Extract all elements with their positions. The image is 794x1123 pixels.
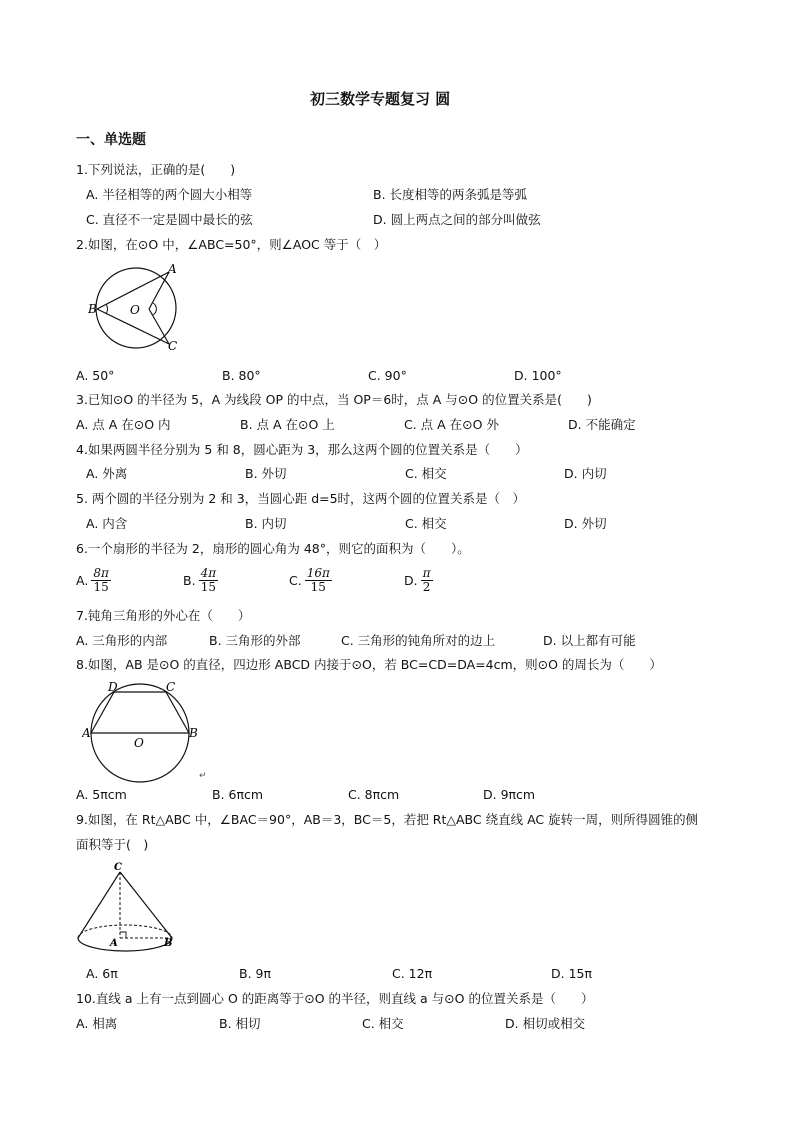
option-c [289,567,332,594]
option-c: C. 90° [368,368,407,383]
angle-o-arc [153,303,156,315]
option-a: A. 5πcm [76,787,127,802]
option-d: D. 以上都有可能 [543,633,636,648]
angle-b-arc [106,304,108,314]
cone-base-back [78,925,172,938]
question-stem: 10.直线 a 上有一点到圆心 O 的距离等于⊙O 的半径，则直线 a 与⊙O 的位置关系是（ ） [76,991,594,1006]
fraction-denominator: 15 [200,580,216,594]
option-d: D. 相切或相交 [505,1016,586,1031]
option-b: B. 内切 [245,516,287,531]
option-c: C. 直径不一定是圆中最长的弦 [86,212,253,227]
paragraph-mark-icon: ↵ [199,771,207,781]
option-d: D. 不能确定 [568,417,636,432]
option-c: C. 点 A 在⊙O 外 [404,417,499,432]
fraction-denominator: 15 [93,580,109,594]
option-a: A. 相离 [76,1016,118,1031]
option-prefix: D. [404,572,418,588]
option-b: B. 80° [222,368,261,383]
question-stem: 1.下列说法，正确的是( ) [76,162,236,177]
label-d: D [108,680,118,694]
circle-angle-figure [86,258,186,358]
label-a: A [168,262,177,276]
question-stem: 8.如图，AB 是⊙O 的直径，四边形 ABCD 内接于⊙O，若 BC=CD=DA=4cm，则⊙O 的周长为（ ） [76,657,662,672]
fraction [199,567,219,594]
option-d [404,567,433,594]
option-b [183,567,218,594]
fraction-numerator: π [422,566,431,580]
fraction-denominator: 2 [422,580,431,594]
fraction-numerator: 8π [93,566,109,580]
option-b: B. 6πcm [212,787,264,802]
cone-base-front [78,938,172,951]
option-d: D. 圆上两点之间的部分叫做弦 [373,212,541,227]
option-a: A. 点 A 在⊙O 内 [76,417,171,432]
option-d: D. 15π [551,966,593,981]
option-a: A. 50° [76,368,115,383]
option-b: B. 9π [239,966,272,981]
label-b: B [88,302,97,316]
option-a: A. 三角形的内部 [76,633,168,648]
option-prefix: B. [183,572,196,588]
inscribed-quadrilateral-figure [82,678,206,786]
label-b: B [164,938,173,949]
cone-side-left [78,872,120,938]
question-stem: 2.如图，在⊙O 中，∠ABC=50°，则∠AOC 等于（ ） [76,237,387,252]
option-a: A. 内含 [86,516,128,531]
question-stem: 7.钝角三角形的外心在（ ） [76,608,251,623]
question-stem: 3.已知⊙O 的半径为 5，A 为线段 OP 的中点，当 OP＝6时，点 A 与⊙O 的位置关系是( ) [76,392,592,407]
label-o: O [130,303,140,317]
option-d: D. 9πcm [483,787,536,802]
option-b: B. 外切 [245,466,287,481]
option-a: A. 半径相等的两个圆大小相等 [86,187,253,202]
label-b: B [189,726,198,740]
fraction-numerator: 4π [200,566,217,580]
section-heading: 一、单选题 [76,132,146,148]
option-c: C. 12π [392,966,433,981]
option-a [76,567,111,594]
fraction [305,567,332,594]
option-d: D. 100° [514,368,562,383]
label-c: C [166,680,176,694]
option-b: B. 相切 [219,1016,261,1031]
label-c: C [168,339,178,353]
option-a: A. 6π [86,966,118,981]
option-prefix: A. [76,572,89,588]
option-b: B. 点 A 在⊙O 上 [240,417,335,432]
option-b: B. 三角形的外部 [209,633,301,648]
question-stem: 6.一个扇形的半径为 2，扇形的圆心角为 48°，则它的面积为（ ）。 [76,541,470,556]
fraction-numerator: 16π [306,566,330,580]
option-c: C. 8πcm [348,787,400,802]
option-c: C. 三角形的钝角所对的边上 [341,633,496,648]
label-o: O [134,736,144,750]
fraction [91,567,111,594]
question-stem: 4.如果两圆半径分别为 5 和 8，圆心距为 3，那么这两个圆的位置关系是（ ） [76,442,528,457]
question-stem-line-2: 面积等于( ) [76,837,149,852]
label-a: A [110,938,118,949]
option-c: C. 相交 [405,516,447,531]
option-a: A. 外离 [86,466,128,481]
option-b: B. 长度相等的两条弧是等弧 [373,187,528,202]
option-c: C. 相交 [362,1016,404,1031]
question-stem: 5. 两个圆的半径分别为 2 和 3，当圆心距 d=5时，这两个圆的位置关系是（ ） [76,491,526,506]
cone-side-right [120,872,172,938]
right-angle-mark [120,932,126,938]
option-c: C. 相交 [405,466,447,481]
label-c: C [114,862,122,873]
cone-figure [72,858,180,958]
fraction [421,567,433,594]
fraction-denominator: 15 [310,580,326,594]
page-title: 初三数学专题复习 圆 [310,90,451,108]
question-stem-line-1: 9.如图，在 Rt△ABC 中，∠BAC＝90°，AB＝3，BC＝5，若把 Rt△ABC 绕直线 AC 旋转一周，则所得圆锥的侧 [76,812,699,827]
label-a: A [82,726,91,740]
option-prefix: C. [289,572,302,588]
option-d: D. 内切 [564,466,607,481]
option-d: D. 外切 [564,516,607,531]
